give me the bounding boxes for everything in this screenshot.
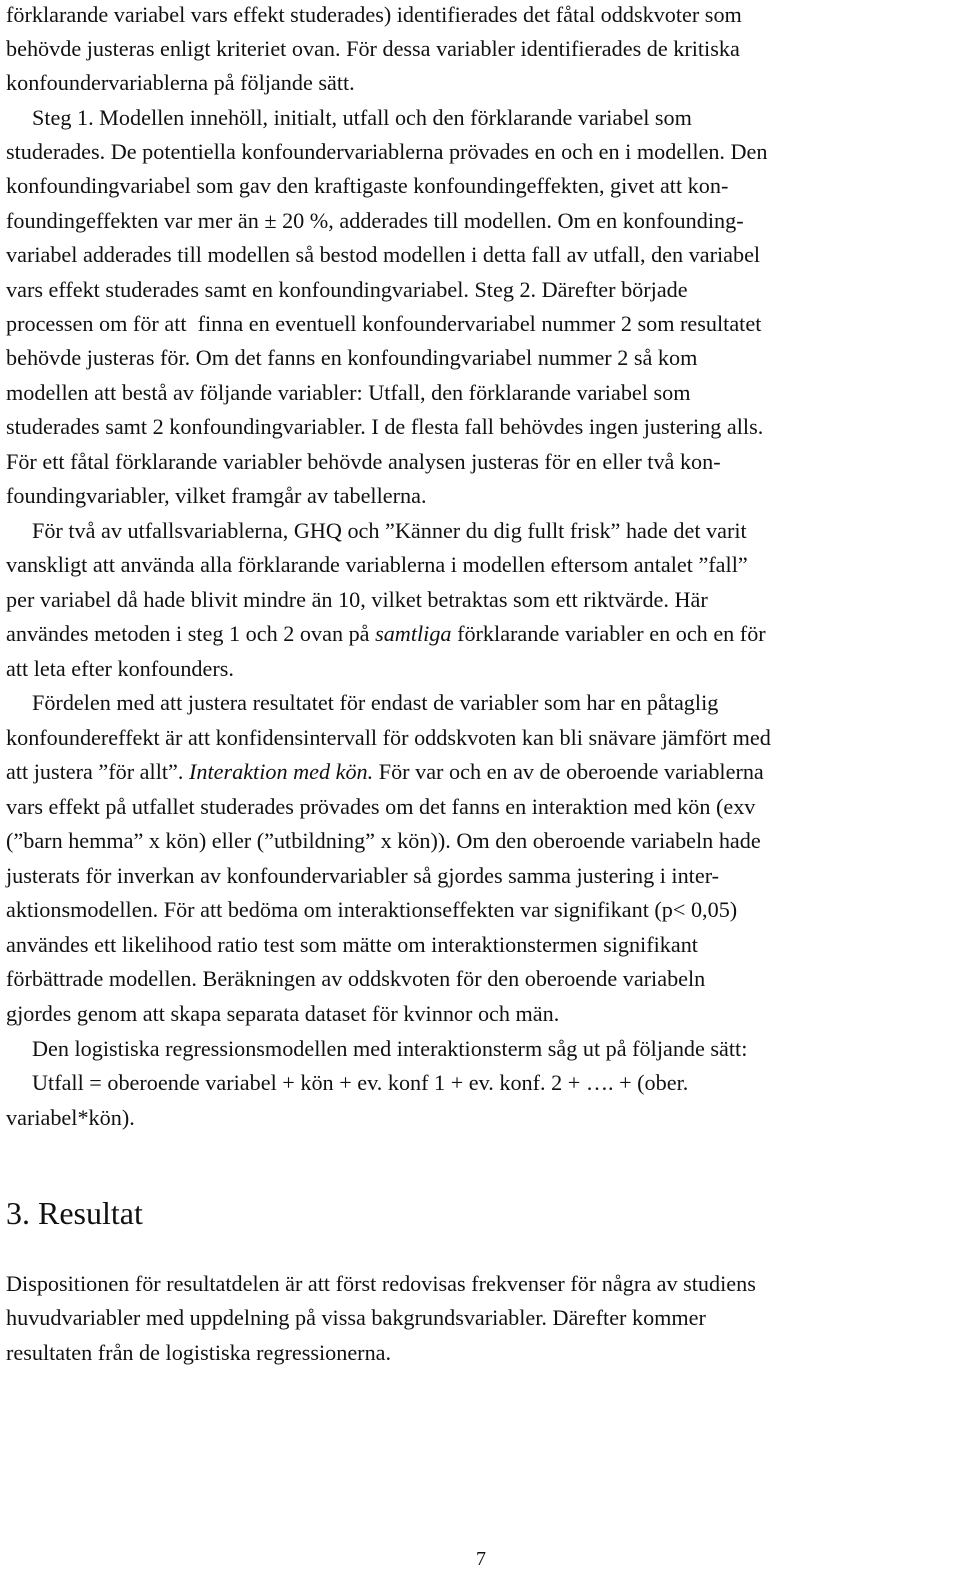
body-line: [6, 623, 766, 645]
body-line: vanskligt att använda alla förklarande variablerna i modellen eftersom antalet ”fall”: [6, 552, 748, 577]
body-line: [6, 761, 764, 783]
formula-line: variabel*kön).: [6, 1105, 135, 1130]
body-line: studerades. De potentiella konfoundervariablerna prövades en och en i modellen. Den: [6, 139, 768, 164]
body-line: För två av utfallsvariablerna, GHQ och ”Känner du dig fullt frisk” hade det varit: [32, 518, 747, 543]
results-line: huvudvariabler med uppdelning på vissa bakgrundsvariabler. Därefter kommer: [6, 1305, 706, 1330]
body-line: konfoundereffekt är att konfidensintervall för oddskvoten kan bli snävare jämfört med: [6, 725, 771, 750]
body-line: justerats för inverkan av konfoundervariabler så gjordes samma justering i inter-: [6, 863, 720, 888]
body-line: gjordes genom att skapa separata dataset för kvinnor och män.: [6, 1001, 560, 1026]
body-line: per variabel då hade blivit mindre än 10, vilket betraktas som ett riktvärde. Här: [6, 587, 708, 612]
body-line: förklarande variabel vars effekt studerades) identifierades det fåtal oddskvoter som: [6, 2, 742, 27]
body-line: foundingeffekten var mer än ± 20 %, adderades till modellen. Om en konfounding-: [6, 208, 744, 233]
body-line: Fördelen med att justera resultatet för endast de variabler som har en påtaglig: [32, 690, 719, 715]
body-line: behövde justeras enligt kriteriet ovan. För dessa variabler identifierades de kritiska: [6, 36, 740, 61]
body-line: aktionsmodellen. För att bedöma om interaktionseffekten var signifikant (p< 0,05): [6, 897, 738, 922]
emphasis-interaktion: Interaktion med kön.: [188, 759, 374, 784]
body-line: modellen att bestå av följande variabler: Utfall, den förklarande variabel som: [6, 380, 691, 405]
body-line: behövde justeras för. Om det fanns en konfoundingvariabel nummer 2 så kom: [6, 345, 698, 370]
body-line: foundingvariabler, vilket framgår av tabellerna.: [6, 483, 427, 508]
body-line: variabel adderades till modellen så bestod modellen i detta fall av utfall, den variabel: [6, 242, 761, 267]
body-line: konfoundingvariabel som gav den kraftigaste konfoundingeffekten, givet att kon-: [6, 173, 729, 198]
body-text: användes metoden i steg 1 och 2 ovan på: [6, 621, 376, 646]
section-heading: 3. Resultat: [6, 1195, 143, 1231]
body-line: att leta efter konfounders.: [6, 656, 234, 681]
body-line: vars effekt studerades samt en konfoundingvariabel. Steg 2. Därefter började: [6, 277, 688, 302]
formula-line: Utfall = oberoende variabel + kön + ev. konf 1 + ev. konf. 2 + …. + (ober.: [32, 1070, 689, 1095]
body-text: För var och en av de oberoende variablerna: [373, 759, 764, 784]
body-line: (”barn hemma” x kön) eller (”utbildning” x kön)). Om den oberoende variabeln hade: [6, 828, 761, 853]
results-line: Dispositionen för resultatdelen är att först redovisas frekvenser för några av studiens: [6, 1271, 756, 1296]
body-line: studerades samt 2 konfoundingvariabler. I de flesta fall behövdes ingen justering alls.: [6, 414, 764, 439]
body-line: användes ett likelihood ratio test som mätte om interaktionstermen signifikant: [6, 932, 698, 957]
emphasis-samtliga: samtliga: [375, 621, 452, 646]
body-text: förklarande variabler en och en för: [451, 621, 766, 646]
body-line: förbättrade modellen. Beräkningen av oddskvoten för den oberoende variabeln: [6, 966, 706, 991]
body-line: processen om för att finna en eventuell konfoundervariabel nummer 2 som resultatet: [6, 311, 762, 336]
body-text: att justera ”för allt”.: [6, 759, 189, 784]
page-number: 7: [476, 1548, 486, 1570]
body-line: vars effekt på utfallet studerades prövades om det fanns en interaktion med kön (exv: [6, 794, 756, 819]
body-line: Steg 1. Modellen innehöll, initialt, utfall och den förklarande variabel som: [32, 105, 692, 130]
results-line: resultaten från de logistiska regressionerna.: [6, 1340, 392, 1365]
body-line: konfoundervariablerna på följande sätt.: [6, 70, 355, 95]
body-line: Den logistiska regressionsmodellen med interaktionsterm såg ut på följande sätt:: [32, 1036, 748, 1061]
document-page: [6, 0, 956, 1571]
body-line: För ett fåtal förklarande variabler behövde analysen justeras för en eller två kon-: [6, 449, 721, 474]
